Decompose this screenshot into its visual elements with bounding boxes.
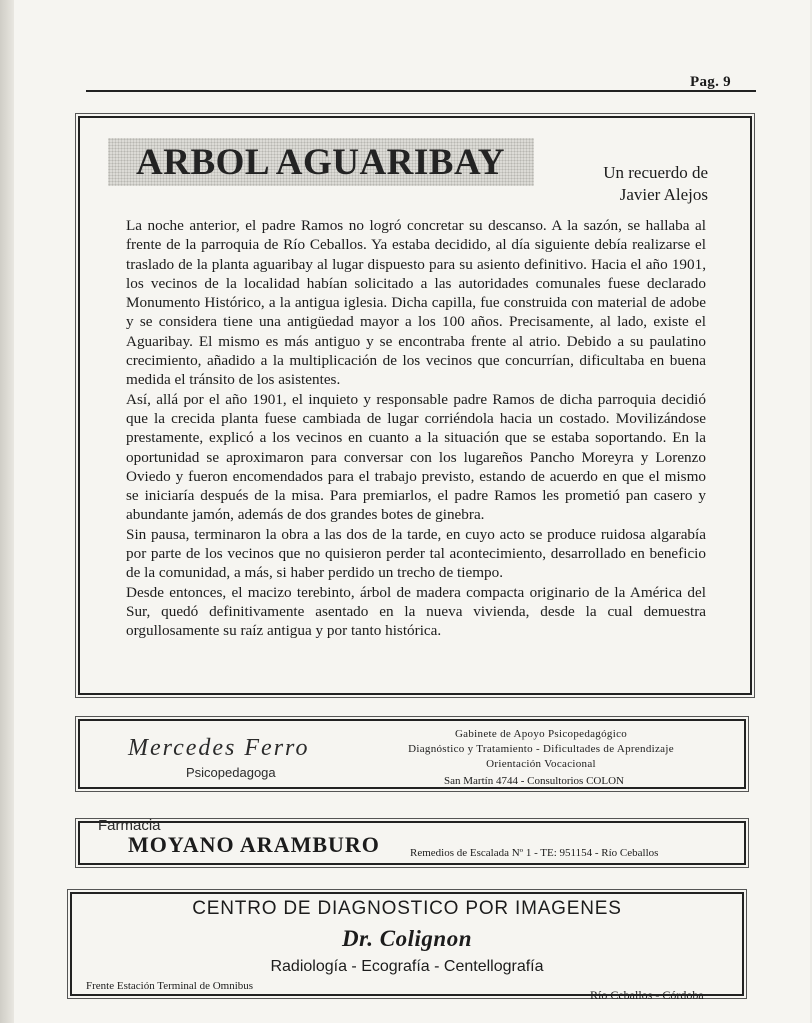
ad-mercedes-address: San Martín 4744 - Consultorios COLON: [444, 775, 624, 787]
article-paragraph-3: Sin pausa, terminaron la obra a las dos de la tarde, en cuyo acto se produce ruidosa algarabía por parte de los vecinos que no quisieron perder tal acontecimiento, desarrollado en beneficio de la comunidad, a más, si haber perdido un trecho de tiempo.: [126, 525, 706, 582]
ad-mercedes-service-1: Gabinete de Apoyo Psicopedagógico: [454, 728, 628, 740]
article-byline: [560, 162, 708, 206]
ad-centro-city: Río Ceballos - Córdoba: [590, 988, 704, 1002]
article-paragraph-4: Desde entonces, el macizo terebinto, árbol de madera compacta originario de la América del Sur, quedó definitivamente asentado en la nueva vivienda, desde la cual demuestra orgullosamente su raíz antigua y por tanto histórica.: [126, 583, 706, 640]
page-number: Pag. 9: [690, 74, 731, 90]
byline-line-1: Un recuerdo de: [603, 163, 708, 182]
ad-centro-name: CENTRO DE DIAGNOSTICO POR IMAGENES: [192, 898, 622, 919]
page-spine-shadow: [0, 0, 14, 1023]
ad-farmacia-label: Farmacia: [98, 817, 161, 834]
ad-centro-doctor: Dr. Colignon: [342, 926, 472, 951]
ad-mercedes-services: [386, 727, 696, 772]
header-rule: [86, 90, 756, 92]
article-paragraph-2: Así, allá por el año 1901, el inquieto y responsable padre Ramos de dicha parroquia decidió que la crecida planta fuese cambiada de lugar corriéndola hacia un costado. Movilizándose prestamente, explicó a los vecinos en cuanto a la situación que se estaba soportando. En la oportunidad se aproximaron para conversar con los lugareños Pancho Moreyra y Lorenzo Oviedo y fueron encomendados para el trabajo previsto, estando de acuerdo en que el mismo se iniciaría después de la misa. Para premiarlos, el padre Ramos les prometió pan casero y abundante jamón, además de dos grandes botes de ginebra.: [126, 390, 706, 524]
ad-centro-location: Frente Estación Terminal de Omnibus: [86, 980, 254, 992]
ad-mercedes-service-2: Diagnóstico y Tratamiento - Dificultades de Aprendizaje: [408, 743, 674, 755]
ad-farmacia-name: MOYANO ARAMBURO: [128, 832, 380, 857]
ad-farmacia-address: Remedios de Escalada Nº 1 - TE: 951154 - Río Ceballos: [410, 847, 659, 859]
article-title: ARBOL AGUARIBAY: [136, 142, 506, 183]
article-body: [126, 216, 706, 641]
ad-mercedes-role: Psicopedagoga: [186, 765, 276, 780]
ad-centro-services: Radiología - Ecografía - Centellografía: [270, 958, 544, 975]
article-paragraph-1: La noche anterior, el padre Ramos no logró concretar su descanso. A la sazón, se hallaba al frente de la parroquia de Río Ceballos. Ya estaba decidido, al día siguiente debía realizarse el traslado de la planta aguaribay al lugar dispuesto para su asiento definitivo. Hacia el año 1901, los vecinos de la localidad habían solicitado a las autoridades comunales fuese declarado Monumento Histórico, a la antigua iglesia. Dicha capilla, fue construida con material de adobe y se considera tiene una antigüedad mayor a los 100 años. Precisamente, al lado, existe el Aguaribay. El mismo es más antiguo y se encontraba frente al atrio. Debido a su paulatino crecimiento, añadido a la multiplicación de los vecinos que concurrían, dificultaba en buena medida el tránsito de los asistentes.: [126, 217, 706, 389]
byline-author: Javier Alejos: [619, 185, 708, 204]
ad-centro-diagnostico: [70, 892, 744, 1002]
ad-mercedes-ferro: [78, 719, 746, 789]
ad-mercedes-service-3: Orientación Vocacional: [486, 758, 596, 770]
ad-mercedes-name: Mercedes Ferro: [128, 735, 310, 761]
ad-farmacia-moyano: [78, 817, 746, 865]
